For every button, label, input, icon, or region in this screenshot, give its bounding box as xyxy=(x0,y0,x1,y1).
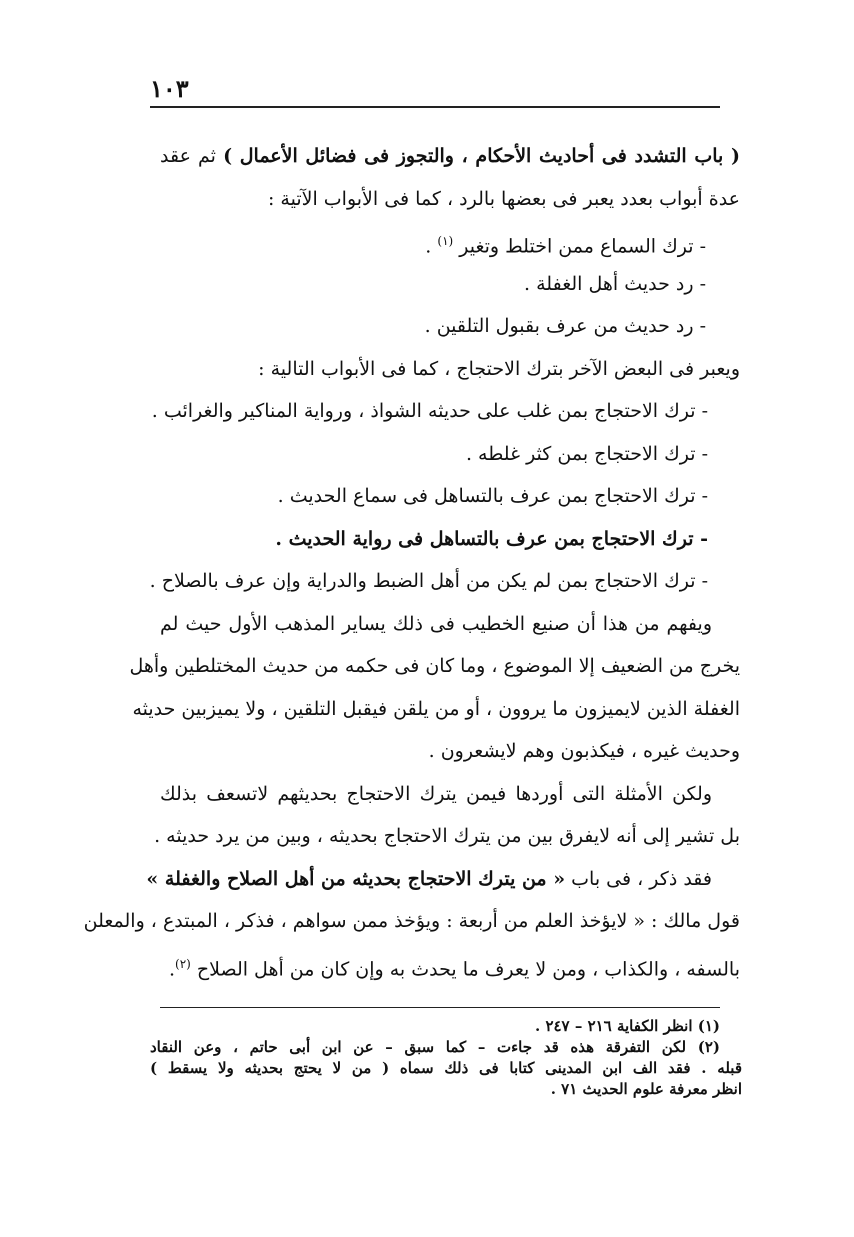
list-item: - رد حديث أهل الغفلة . xyxy=(524,272,706,295)
list-item: - ترك الاحتجاج بمن عرف بالتساهل فى سماع الحديث . xyxy=(277,485,708,507)
list-item: - ترك الاحتجاج بمن عرف بالتساهل فى رواية الحديث . xyxy=(275,527,708,550)
footnote: قبله . فقد الف ابن المدينى كتابا فى ذلك سماه ( من لا يحتج بحديثه ولا يسقط ) xyxy=(150,1059,742,1077)
text-line: ولكن الأمثلة التى أوردها فيمن يترك الاحتجاج بحديثهم لاتسعف بذلك xyxy=(160,782,712,805)
text-line: وحديث غيره ، فيكذبون وهم لايشعرون . xyxy=(428,740,740,762)
text-line: فقد ذكر ، فى باب « من يترك الاحتجاج بحديثه من أهل الصلاح والغفلة » xyxy=(146,867,712,890)
list-item: - ترك الاحتجاج بمن لم يكن من أهل الضبط والدراية وإن عرف بالصلاح . xyxy=(149,570,708,592)
footnote-marker: (١) xyxy=(437,234,454,248)
text-line: الغفلة الذين لايميزون ما يروون ، أو من يلقن فيقبل التلقين ، ولا يميزبين حديثه xyxy=(132,697,740,720)
footnote-marker: (٢) xyxy=(175,956,191,971)
header-rule xyxy=(150,106,720,108)
list-item: - رد حديث من عرف بقبول التلقين . xyxy=(424,315,706,337)
footnotes xyxy=(150,1016,742,1100)
footnote-rule xyxy=(160,1007,720,1008)
text-line: بل تشير إلى أنه لايفرق بين من يترك الاحتجاج بحديثه ، وبين من يرد حديثه . xyxy=(154,825,740,847)
text-line: ويفهم من هذا أن صنيع الخطيب فى ذلك يساير المذهب الأول حيث لم xyxy=(160,612,712,635)
chapter-title: « من يترك الاحتجاج بحديثه من أهل الصلاح والغفلة » xyxy=(146,867,566,890)
list-item: - ترك السماع ممن اختلط وتغير $^{(١)}$ . xyxy=(425,234,706,258)
footnote: انظر معرفة علوم الحديث ٧١ . xyxy=(550,1080,742,1098)
text-line: يخرج من الضعيف إلا الموضوع ، وما كان فى حكمه من حديث المختلطين وأهل xyxy=(129,655,740,677)
footnote: (٢) لكن التفرقة هذه قد جاءت – كما سبق – عن ابن أبى حاتم ، وعن النقاد xyxy=(150,1038,720,1056)
chapter-title: ( باب التشدد فى أحاديث الأحكام ، والتجوز فى فضائل الأعمال ) xyxy=(223,145,740,167)
text-line: عدة أبواب بعدد يعبر فى بعضها بالرد ، كما فى الأبواب الآتية : xyxy=(267,187,740,210)
footnote: (١) انظر الكفاية ٢١٦ – ٢٤٧ . xyxy=(534,1017,720,1035)
text-line: ( باب التشدد فى أحاديث الأحكام ، والتجوز فى فضائل الأعمال ) ثم عقد xyxy=(160,145,740,167)
text-line: ويعبر فى البعض الآخر بترك الاحتجاج ، كما فى الأبواب التالية : xyxy=(258,357,740,380)
main-text xyxy=(83,135,740,985)
text-line: بالسفه ، والكذاب ، ومن لا يعرف ما يحدث به وإن كان من أهل الصلاح $^{(٢)}$. xyxy=(168,956,740,980)
list-item: - ترك الاحتجاج بمن غلب على حديثه الشواذ ، ورواية المناكير والغرائب . xyxy=(151,400,708,422)
list-item: - ترك الاحتجاج بمن كثر غلطه . xyxy=(465,442,708,465)
page-number: ١٠٣ xyxy=(150,74,189,103)
text-line: قول مالك : « لايؤخذ العلم من أربعة : ويؤخذ ممن سواهم ، فذكر ، المبتدع ، والمعلن xyxy=(83,910,740,932)
